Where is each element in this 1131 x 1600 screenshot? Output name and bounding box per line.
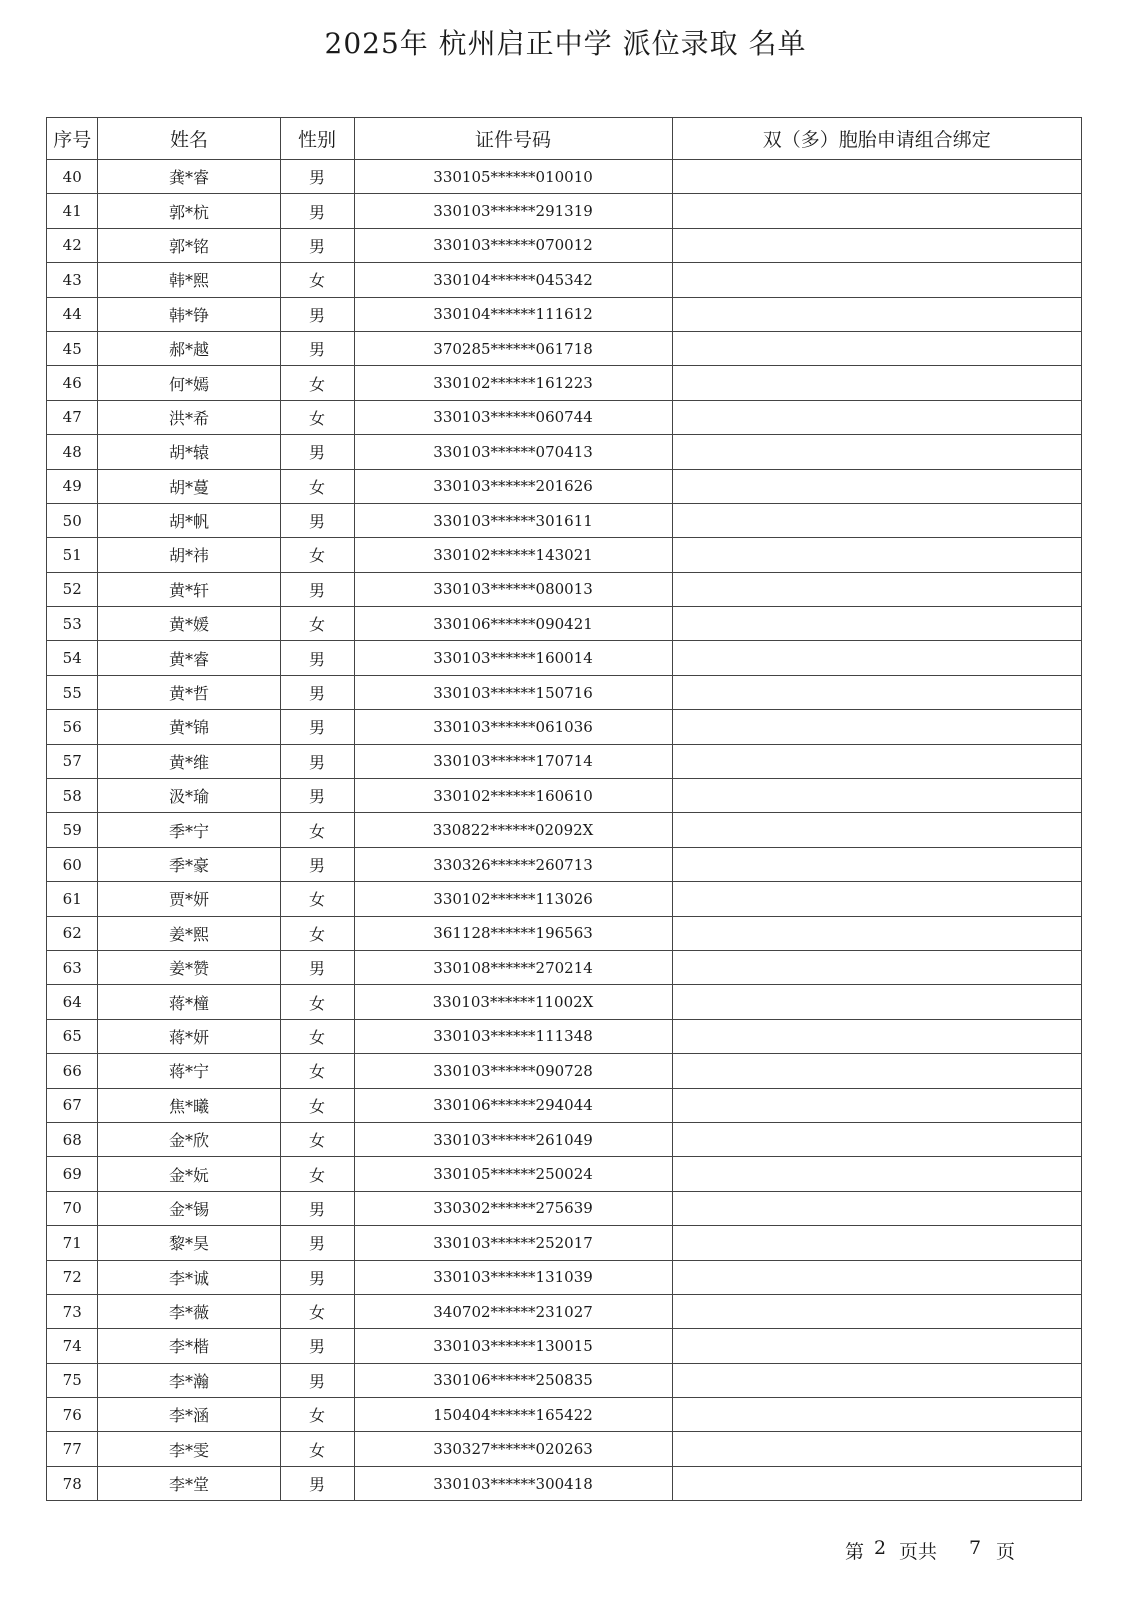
cell-index: 46 [47,366,98,400]
table-row [47,160,1082,194]
table-row [47,297,1082,331]
cell-index: 73 [47,1294,98,1328]
table-row [47,228,1082,262]
table-row [47,1054,1082,1088]
cell-index: 54 [47,641,98,675]
cell-gender: 女 [280,985,354,1019]
cell-index: 40 [47,160,98,194]
footer-page-number: 2 [874,1537,887,1559]
cell-gender: 男 [280,228,354,262]
cell-twins-binding [672,779,1082,813]
table-row [47,950,1082,984]
cell-gender: 女 [280,1019,354,1053]
document-title: 2025年 杭州启正中学 派位录取 名单 [324,27,807,60]
cell-name: 李*薇 [98,1294,280,1328]
cell-id-number: 330105******250024 [354,1157,672,1191]
cell-name: 韩*熙 [98,263,280,297]
cell-gender: 女 [280,1054,354,1088]
cell-twins-binding [672,538,1082,572]
table-row [47,1019,1082,1053]
cell-index: 71 [47,1226,98,1260]
cell-id-number: 330326******260713 [354,847,672,881]
table-row [47,916,1082,950]
cell-index: 49 [47,469,98,503]
cell-gender: 女 [280,1157,354,1191]
table-row [47,1226,1082,1260]
cell-id-number: 330103******11002X [354,985,672,1019]
cell-gender: 女 [280,1398,354,1432]
table-row [47,1088,1082,1122]
cell-name: 胡*辕 [98,435,280,469]
cell-twins-binding [672,710,1082,744]
cell-id-number: 330103******252017 [354,1226,672,1260]
table-row [47,538,1082,572]
cell-index: 42 [47,228,98,262]
cell-id-number: 330103******061036 [354,710,672,744]
cell-name: 蒋*妍 [98,1019,280,1053]
cell-twins-binding [672,1088,1082,1122]
cell-name: 金*妧 [98,1157,280,1191]
cell-id-number: 330103******301611 [354,503,672,537]
cell-gender: 男 [280,950,354,984]
cell-id-number: 330327******020263 [354,1432,672,1466]
cell-index: 44 [47,297,98,331]
cell-gender: 男 [280,194,354,228]
table-row [47,503,1082,537]
table-row [47,1466,1082,1500]
cell-id-number: 330108******270214 [354,950,672,984]
cell-twins-binding [672,1019,1082,1053]
cell-twins-binding [672,366,1082,400]
cell-id-number: 330103******130015 [354,1329,672,1363]
cell-twins-binding [672,228,1082,262]
table-row [47,1260,1082,1294]
cell-index: 78 [47,1466,98,1500]
cell-gender: 男 [280,1466,354,1500]
cell-name: 何*嫣 [98,366,280,400]
cell-gender: 男 [280,331,354,365]
cell-name: 季*豪 [98,847,280,881]
cell-id-number: 370285******061718 [354,331,672,365]
cell-id-number: 330104******111612 [354,297,672,331]
cell-name: 季*宁 [98,813,280,847]
cell-gender: 女 [280,1088,354,1122]
cell-name: 韩*铮 [98,297,280,331]
cell-index: 65 [47,1019,98,1053]
table-row [47,331,1082,365]
cell-twins-binding [672,950,1082,984]
cell-name: 胡*蔓 [98,469,280,503]
cell-index: 43 [47,263,98,297]
cell-gender: 女 [280,1294,354,1328]
cell-gender: 女 [280,1122,354,1156]
cell-index: 51 [47,538,98,572]
cell-twins-binding [672,641,1082,675]
cell-index: 57 [47,744,98,778]
cell-index: 59 [47,813,98,847]
cell-index: 67 [47,1088,98,1122]
cell-name: 郝*越 [98,331,280,365]
cell-twins-binding [672,1226,1082,1260]
cell-gender: 男 [280,1260,354,1294]
cell-twins-binding [672,194,1082,228]
cell-index: 70 [47,1191,98,1225]
cell-twins-binding [672,916,1082,950]
cell-twins-binding [672,400,1082,434]
cell-id-number: 330103******170714 [354,744,672,778]
cell-twins-binding [672,1054,1082,1088]
cell-index: 60 [47,847,98,881]
table-header-row [47,118,1082,160]
cell-index: 53 [47,607,98,641]
table-row [47,1191,1082,1225]
cell-gender: 男 [280,1363,354,1397]
cell-name: 胡*祎 [98,538,280,572]
cell-gender: 男 [280,1329,354,1363]
page-footer [0,1537,1131,1567]
cell-index: 48 [47,435,98,469]
cell-index: 68 [47,1122,98,1156]
cell-name: 李*雯 [98,1432,280,1466]
cell-gender: 男 [280,1191,354,1225]
cell-name: 李*楷 [98,1329,280,1363]
cell-gender: 男 [280,160,354,194]
cell-twins-binding [672,813,1082,847]
cell-id-number: 330103******090728 [354,1054,672,1088]
footer-middle: 页共 [899,1541,938,1563]
cell-gender: 男 [280,435,354,469]
cell-gender: 男 [280,641,354,675]
cell-name: 贾*妍 [98,882,280,916]
cell-twins-binding [672,1191,1082,1225]
cell-id-number: 330103******300418 [354,1466,672,1500]
table-row [47,985,1082,1019]
cell-id-number: 330105******010010 [354,160,672,194]
cell-id-number: 330103******201626 [354,469,672,503]
header-index: 序号 [47,118,98,160]
cell-twins-binding [672,435,1082,469]
table-row [47,675,1082,709]
table-row [47,1432,1082,1466]
cell-index: 56 [47,710,98,744]
cell-gender: 女 [280,882,354,916]
cell-name: 李*瀚 [98,1363,280,1397]
cell-index: 45 [47,331,98,365]
cell-name: 黄*维 [98,744,280,778]
cell-id-number: 330103******070012 [354,228,672,262]
table-row [47,572,1082,606]
cell-id-number: 330103******291319 [354,194,672,228]
cell-name: 李*堂 [98,1466,280,1500]
cell-index: 76 [47,1398,98,1432]
table-row [47,607,1082,641]
cell-twins-binding [672,985,1082,1019]
cell-twins-binding [672,607,1082,641]
cell-index: 66 [47,1054,98,1088]
cell-index: 69 [47,1157,98,1191]
cell-index: 61 [47,882,98,916]
cell-name: 金*锡 [98,1191,280,1225]
cell-twins-binding [672,882,1082,916]
cell-gender: 女 [280,400,354,434]
cell-name: 焦*曦 [98,1088,280,1122]
table-row [47,779,1082,813]
table-row [47,435,1082,469]
cell-gender: 男 [280,572,354,606]
table-row [47,366,1082,400]
cell-id-number: 330103******131039 [354,1260,672,1294]
cell-twins-binding [672,744,1082,778]
cell-id-number: 330102******160610 [354,779,672,813]
cell-twins-binding [672,263,1082,297]
cell-id-number: 330822******02092X [354,813,672,847]
cell-name: 蒋*橦 [98,985,280,1019]
cell-index: 50 [47,503,98,537]
cell-twins-binding [672,572,1082,606]
cell-twins-binding [672,503,1082,537]
cell-twins-binding [672,297,1082,331]
table-row [47,847,1082,881]
cell-gender: 男 [280,675,354,709]
cell-name: 金*欣 [98,1122,280,1156]
cell-id-number: 330103******111348 [354,1019,672,1053]
table-row [47,194,1082,228]
cell-index: 74 [47,1329,98,1363]
table-row [47,1122,1082,1156]
cell-gender: 男 [280,847,354,881]
cell-id-number: 330106******090421 [354,607,672,641]
cell-name: 洪*希 [98,400,280,434]
cell-name: 李*诚 [98,1260,280,1294]
cell-index: 52 [47,572,98,606]
cell-name: 李*涵 [98,1398,280,1432]
cell-twins-binding [672,1432,1082,1466]
cell-name: 黄*哲 [98,675,280,709]
cell-name: 黄*锦 [98,710,280,744]
cell-index: 47 [47,400,98,434]
cell-twins-binding [672,331,1082,365]
cell-gender: 男 [280,503,354,537]
cell-name: 龚*睿 [98,160,280,194]
cell-name: 郭*铭 [98,228,280,262]
table-row [47,263,1082,297]
cell-name: 黄*睿 [98,641,280,675]
footer-prefix: 第 [845,1541,865,1563]
cell-id-number: 330103******070413 [354,435,672,469]
cell-gender: 男 [280,297,354,331]
table-row [47,710,1082,744]
cell-id-number: 330106******294044 [354,1088,672,1122]
cell-id-number: 330103******160014 [354,641,672,675]
cell-id-number: 330103******080013 [354,572,672,606]
cell-id-number: 330102******113026 [354,882,672,916]
table-row [47,1398,1082,1432]
table-row [47,1294,1082,1328]
cell-id-number: 330106******250835 [354,1363,672,1397]
cell-twins-binding [672,1398,1082,1432]
cell-twins-binding [672,469,1082,503]
footer-suffix: 页 [996,1541,1016,1563]
cell-twins-binding [672,160,1082,194]
header-gender: 性别 [280,118,354,160]
header-id-number: 证件号码 [354,118,672,160]
cell-index: 58 [47,779,98,813]
cell-id-number: 330103******150716 [354,675,672,709]
table-body [47,160,1082,1501]
cell-twins-binding [672,1260,1082,1294]
table-row [47,882,1082,916]
cell-index: 72 [47,1260,98,1294]
cell-index: 55 [47,675,98,709]
cell-name: 黄*媛 [98,607,280,641]
cell-twins-binding [672,1122,1082,1156]
cell-gender: 男 [280,744,354,778]
table-row [47,1329,1082,1363]
cell-gender: 女 [280,916,354,950]
cell-twins-binding [672,675,1082,709]
cell-twins-binding [672,1294,1082,1328]
cell-name: 郭*杭 [98,194,280,228]
cell-gender: 女 [280,538,354,572]
cell-name: 姜*赞 [98,950,280,984]
cell-id-number: 330102******161223 [354,366,672,400]
table-row [47,1157,1082,1191]
cell-twins-binding [672,1329,1082,1363]
cell-name: 黄*轩 [98,572,280,606]
cell-index: 77 [47,1432,98,1466]
cell-id-number: 361128******196563 [354,916,672,950]
table-row [47,1363,1082,1397]
cell-index: 63 [47,950,98,984]
table-row [47,400,1082,434]
table-row [47,641,1082,675]
cell-name: 姜*熙 [98,916,280,950]
cell-gender: 女 [280,263,354,297]
cell-id-number: 330104******045342 [354,263,672,297]
cell-id-number: 340702******231027 [354,1294,672,1328]
cell-name: 汲*瑜 [98,779,280,813]
cell-twins-binding [672,847,1082,881]
cell-gender: 男 [280,710,354,744]
cell-twins-binding [672,1157,1082,1191]
cell-id-number: 330103******060744 [354,400,672,434]
cell-index: 75 [47,1363,98,1397]
cell-gender: 女 [280,469,354,503]
admission-table [46,117,1082,1501]
cell-twins-binding [672,1466,1082,1500]
cell-name: 胡*帆 [98,503,280,537]
cell-gender: 女 [280,366,354,400]
cell-gender: 男 [280,779,354,813]
cell-index: 62 [47,916,98,950]
cell-id-number: 330302******275639 [354,1191,672,1225]
cell-gender: 男 [280,1226,354,1260]
footer-total-pages: 7 [969,1537,982,1559]
cell-gender: 女 [280,1432,354,1466]
cell-twins-binding [672,1363,1082,1397]
table-row [47,469,1082,503]
table-row [47,744,1082,778]
cell-index: 41 [47,194,98,228]
header-twins-binding: 双（多）胞胎申请组合绑定 [672,118,1082,160]
cell-name: 黎*昊 [98,1226,280,1260]
cell-index: 64 [47,985,98,1019]
cell-name: 蒋*宁 [98,1054,280,1088]
header-name: 姓名 [98,118,280,160]
cell-id-number: 330103******261049 [354,1122,672,1156]
cell-gender: 女 [280,813,354,847]
cell-id-number: 330102******143021 [354,538,672,572]
table-row [47,813,1082,847]
cell-id-number: 150404******165422 [354,1398,672,1432]
cell-gender: 女 [280,607,354,641]
